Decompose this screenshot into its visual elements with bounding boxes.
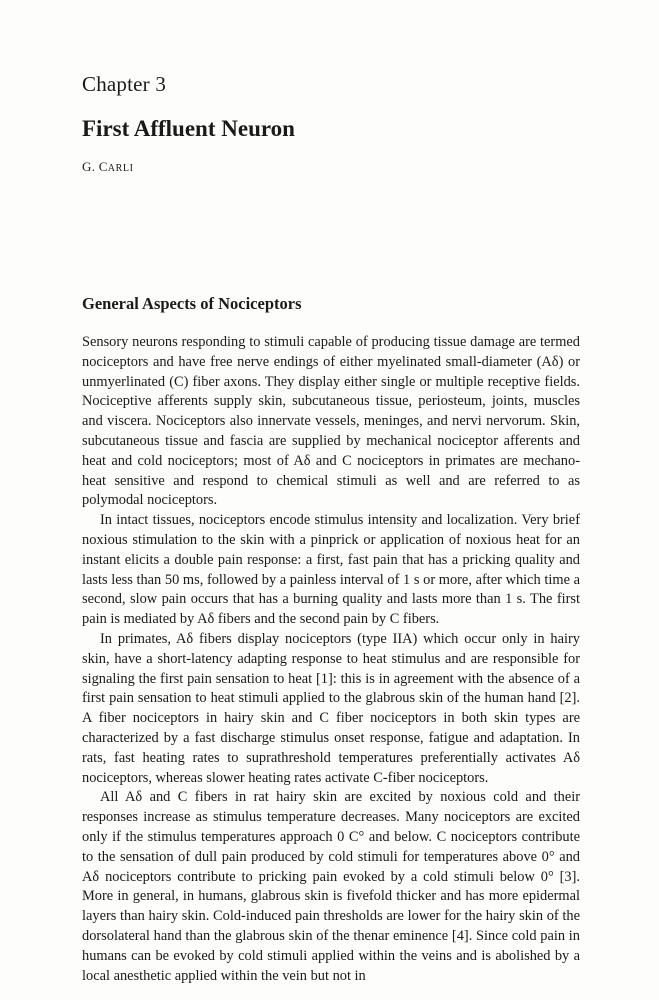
paragraph-3: In primates, Aδ fibers display nociceptors (type IIA) which occur only in hairy skin, have a short-latency adapting response to heat stimulus and are responsible for signaling the first pain sensation to heat [1]: this is in agreement with the absence of a first pain sensation to heat stimuli applied to the glabrous skin of the human hand [2]. A fiber nociceptors in hairy skin and C fiber nociceptors in both skin types are characterized by a fast discharge stimulus onset response, fatigue and adaptation. In rats, fast heating rates to suprathreshold temperatures preferentially activates Aδ nociceptors, whereas slower heating rates activate C-fiber nociceptors. bbox=[82, 630, 580, 786]
chapter-label: Chapter 3 bbox=[82, 72, 167, 96]
section-body bbox=[82, 333, 580, 986]
paragraph-1: Sensory neurons responding to stimuli capable of producing tissue damage are termed nociceptors and have free nerve endings of either myelinated small-diameter (Aδ) or unmyerlinated (C) fiber axons. They display either single or multiple receptive fields. Nociceptive afferents supply skin, subcutaneous tissue, periosteum, joints, muscles and viscera. Nociceptors also innervate vessels, meninges, and nervi nervorum. Skin, subcutaneous tissue and fascia are supplied by mechanical nociceptor afferents and heat and cold nociceptors; most of Aδ and C nociceptors in primates are mechano-heat sensitive and respond to chemical stimuli as well and are referred to as polymodal nociceptors. bbox=[82, 334, 580, 509]
chapter-title: First Affluent Neuron bbox=[82, 116, 295, 141]
author-name bbox=[82, 159, 134, 175]
paragraph-2: In intact tissues, nociceptors encode stimulus intensity and localization. Very brief noxious stimulation to the skin with a pinprick or application of noxious heat for an instant elicits a double pain response: a first, fast pain that has a pricking quality and lasts less than 50 ms, followed by a painless interval of 1 s or more, after which time a second, slow pain occurs that has a burning quality and lasts more than 1 s. The first pain is mediated by Aδ fibers and the second pain by C fibers. bbox=[82, 512, 580, 628]
author-surname-smallcaps: ARLI bbox=[107, 163, 134, 174]
author-initial: G. C bbox=[82, 159, 108, 174]
section-heading: General Aspects of Nociceptors bbox=[82, 294, 302, 313]
paragraph-4: All Aδ and C fibers in rat hairy skin are excited by noxious cold and their responses increase as stimulus temperature decreases. Many nociceptors are excited only if the stimulus temperatures approach 0 C° and below. C nociceptors contribute to the sensation of dull pain produced by cold stimuli for temperatures above 0° and Aδ nociceptors contribute to pricking pain evoked by a cold stimuli below 0° [3]. More in general, in humans, glabrous skin is fivefold thicker and has more epidermal layers than hairy skin. Cold-induced pain thresholds are lower for the hairy skin of the dorsolateral hand than the glabrous skin of the thenar eminence [4]. Since cold pain in humans can be evoked by cold stimuli applied within the veins and is abolished by a local anesthetic applied within the vein but not in bbox=[82, 789, 580, 984]
